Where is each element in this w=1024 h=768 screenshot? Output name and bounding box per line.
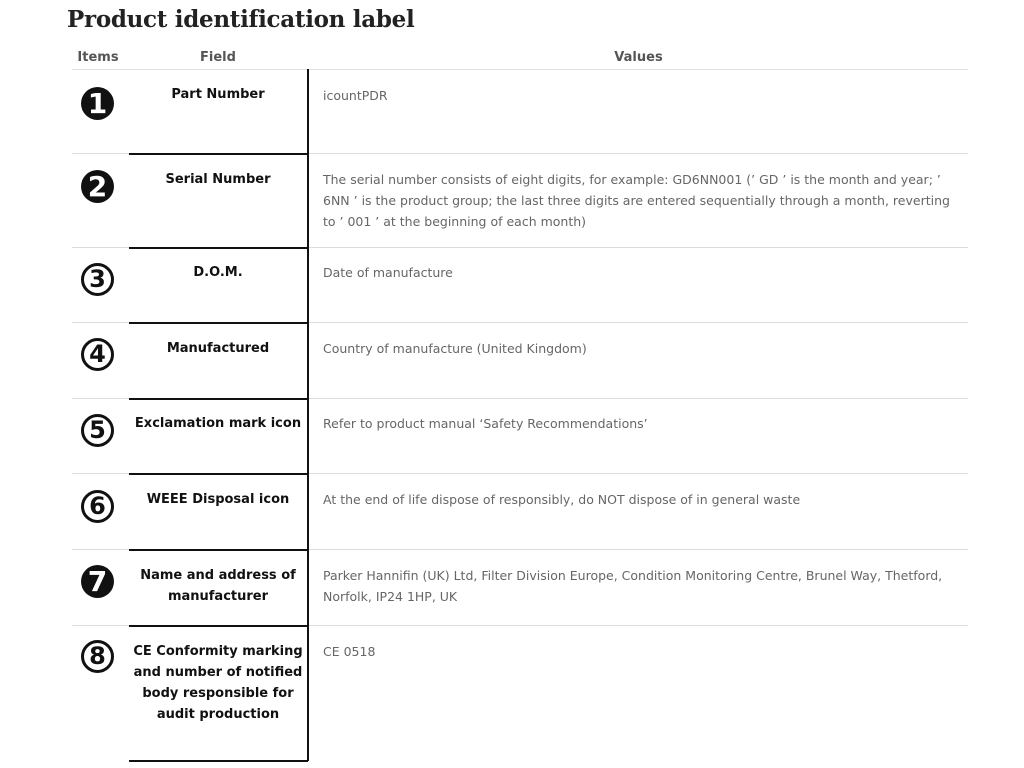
field-label: Exclamation mark icon (134, 416, 302, 431)
field-label: Name and address of manufacturer (140, 568, 296, 604)
field-label: Manufactured (166, 341, 270, 356)
page-title: Product identification label (67, 6, 415, 33)
item-number-3: 3 (81, 263, 114, 296)
item-number-4: 4 (81, 338, 114, 371)
table-row (72, 154, 968, 247)
value-text: At the end of life dispose of responsibly, do NOT dispose of in general waste (323, 492, 801, 507)
item-number-1: 1 (81, 87, 114, 120)
value-text: icountPDR (323, 88, 388, 103)
table-row (72, 69, 968, 154)
header-field: Field (200, 50, 236, 65)
field-label: D.O.M. (193, 265, 243, 280)
item-number-7: 7 (81, 565, 114, 598)
row-divider (129, 760, 308, 762)
table-row (72, 399, 968, 473)
value-text: Date of manufacture (323, 265, 453, 280)
table-row (72, 248, 968, 322)
item-number-8: 8 (81, 640, 114, 673)
field-label: Part Number (171, 87, 265, 102)
value-text: Parker Hannifin (UK) Ltd, Filter Division Europe, Condition Monitoring Centre, Brunel Way, Thetford, Norfolk, IP24 1HP, UK (323, 568, 943, 604)
item-number-6: 6 (81, 490, 114, 523)
value-text: Refer to product manual ‘Safety Recommendations’ (323, 416, 648, 431)
field-label: WEEE Disposal icon (146, 492, 290, 507)
field-label: CE Conformity marking and number of notified body responsible for audit production (133, 644, 303, 722)
value-text: CE 0518 (323, 644, 376, 659)
header-values: Values (614, 50, 663, 65)
table-row (72, 550, 968, 625)
header-items: Items (77, 50, 119, 65)
field-label: Serial Number (165, 172, 271, 187)
item-number-2: 2 (81, 170, 114, 203)
table-row (72, 474, 968, 549)
table-row (72, 323, 968, 398)
value-text: Country of manufacture (United Kingdom) (323, 341, 587, 356)
item-number-5: 5 (81, 414, 114, 447)
table-row (72, 626, 968, 761)
value-text: The serial number consists of eight digits, for example: GD6NN001 (’ GD ’ is the month and year; ’ 6NN ’ is the product group; the last three digits are entered sequentially through a month, reverting to ’ 001 ’ at the beginning of each month) (323, 172, 950, 229)
